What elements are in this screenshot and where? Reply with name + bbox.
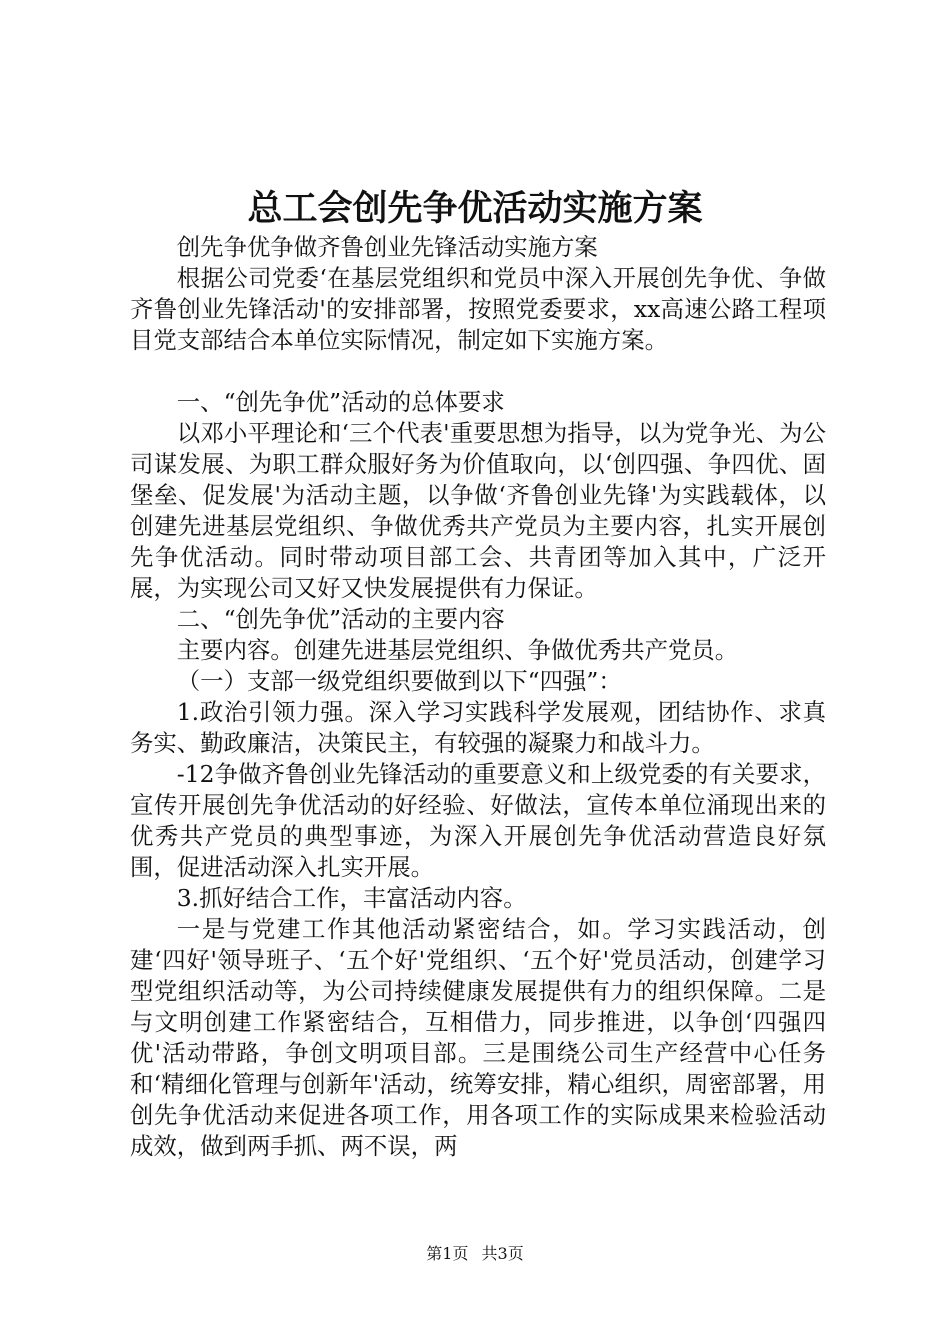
paragraph-intro: 根据公司党委‘在基层党组织和党员中深入开展创先争优、争做齐鲁创业先锋活动'的安排部署，按照党委要求，xx高速公路工程项目党支部结合本单位实际情况，制定如下实施方案。 <box>130 264 826 354</box>
paragraph-item-1: 1.政治引领力强。深入学习实践科学发展观，团结协作、求真务实、勤政廉洁，决策民主，有较强的凝聚力和战斗力。 <box>130 698 826 757</box>
paragraph-subtitle: 创先争优争做齐鲁创业先锋活动实施方案 <box>176 233 598 261</box>
paragraph-main-content: 主要内容。创建先进基层党组织、争做优秀共产党员。 <box>176 636 739 664</box>
page-number: 第1页 <box>426 1244 469 1263</box>
heading-section-2: 二、“创先争优”活动的主要内容 <box>176 605 505 633</box>
document-body <box>130 232 826 1162</box>
page-footer <box>0 1243 950 1265</box>
paragraph-spacer <box>130 356 826 387</box>
paragraph-general-requirements: 以邓小平理论和‘三个代表'重要思想为指导，以为党争光、为公司谋发展、为职工群众服好务为价值取向，以‘创四强、争四优、固堡垒、促发展'为活动主题，以争做‘齐鲁创业先锋'为实践载体，以创建先进基层党组织、争做优秀共产党员为主要内容，扎实开展创先争优活动。同时带动项目部工会、共青团等加入其中，广泛开展，为实现公司又好又快发展提供有力保证。 <box>130 419 826 602</box>
paragraph-combination-work: 一是与党建工作其他活动紧密结合，如。学习实践活动，创建‘四好'领导班子、‘五个好'党组织、‘五个好'党员活动，创建学习型党组织活动等，为公司持续健康发展提供有力的组织保障。二是与文明创建工作紧密结合，互相借力，同步推进，以争创‘四强四优'活动带路，争创文明项目部。三是围绕公司生产经营中心任务和‘精细化管理与创新年'活动，统筹安排，精心组织，周密部署，用创先争优活动来促进各项工作，用各项工作的实际成果来检验活动成效，做到两手抓、两不误，两 <box>130 915 826 1160</box>
heading-subsection-1: （一）支部一级党组织要做到以下“四强”： <box>176 667 622 695</box>
page-total: 共3页 <box>481 1244 524 1263</box>
heading-section-1: 一、“创先争优”活动的总体要求 <box>176 388 505 416</box>
paragraph-item-3: 3.抓好结合工作，丰富活动内容。 <box>176 884 527 912</box>
document-title: 总工会创先争优活动实施方案 <box>247 188 703 229</box>
paragraph-item-2: -12争做齐鲁创业先锋活动的重要意义和上级党委的有关要求，宣传开展创先争优活动的好经验、好做法，宣传本单位涌现出来的优秀共产党员的典型事迹，为深入开展创先争优活动营造良好氛围，促进活动深入扎实开展。 <box>130 760 826 881</box>
